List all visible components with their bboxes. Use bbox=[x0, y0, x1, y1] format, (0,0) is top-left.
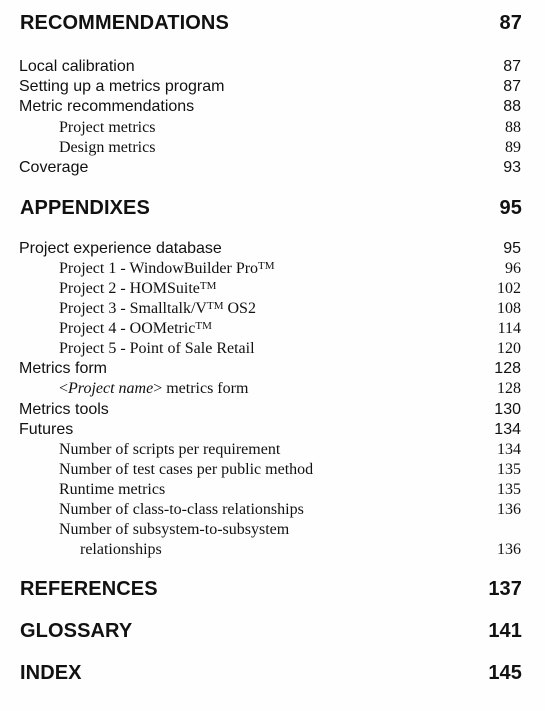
toc-entry-class-relationships[interactable] bbox=[0, 501, 545, 523]
heading-title: REFERENCES bbox=[20, 578, 158, 600]
entry-title: Project 3 - Smalltalk/V bbox=[59, 300, 207, 317]
entry-page: 128 bbox=[494, 360, 521, 377]
toc-entry-local-calibration[interactable] bbox=[0, 58, 545, 80]
entry-title: Project 1 - WindowBuilder Pro bbox=[59, 260, 259, 277]
entry-title-suffix: > metrics form bbox=[153, 380, 249, 397]
toc-entry-setting-up[interactable] bbox=[0, 78, 545, 100]
entry-page: 87 bbox=[503, 78, 521, 95]
entry-title-wrap bbox=[59, 280, 216, 298]
entry-title: Design metrics bbox=[59, 139, 156, 156]
entry-title: Project 2 - HOMSuite bbox=[59, 280, 200, 297]
toc-entry-subsystem-relationships[interactable] bbox=[0, 521, 545, 543]
toc-entry-project-name-form[interactable] bbox=[0, 380, 545, 402]
entry-title-prefix: < bbox=[59, 380, 69, 397]
entry-page: 88 bbox=[505, 119, 521, 136]
entry-title: Number of scripts per requirement bbox=[59, 441, 281, 458]
heading-title: RECOMMENDATIONS bbox=[20, 12, 229, 34]
entry-page: 114 bbox=[497, 320, 521, 337]
toc-entry-metrics-tools[interactable] bbox=[0, 401, 545, 423]
toc-heading-references[interactable] bbox=[0, 578, 545, 600]
entry-title-italic: Project name bbox=[68, 380, 154, 397]
heading-title: GLOSSARY bbox=[20, 620, 133, 642]
toc-entry-coverage[interactable] bbox=[0, 159, 545, 181]
entry-page: 95 bbox=[503, 240, 521, 257]
toc-entry-metrics-form[interactable] bbox=[0, 360, 545, 382]
entry-page: 134 bbox=[497, 441, 521, 458]
toc-entry-test-cases[interactable] bbox=[0, 461, 545, 483]
entry-title: Project metrics bbox=[59, 119, 156, 136]
toc-entry-scripts-per-requirement[interactable] bbox=[0, 441, 545, 463]
trademark-mark: TM bbox=[258, 260, 275, 272]
entry-page: 88 bbox=[503, 98, 521, 115]
entry-page: 136 bbox=[497, 501, 521, 518]
entry-title: Number of subsystem-to-subsystem bbox=[59, 521, 290, 538]
entry-title: Project 5 - Point of Sale Retail bbox=[59, 340, 255, 357]
toc-entry-project1[interactable] bbox=[0, 260, 545, 282]
entry-page: 93 bbox=[503, 159, 521, 176]
entry-page: 135 bbox=[497, 461, 521, 478]
entry-title: Metrics form bbox=[19, 360, 107, 377]
trademark-mark: TM bbox=[206, 300, 224, 312]
heading-title: INDEX bbox=[20, 662, 82, 684]
toc-entry-project-db[interactable] bbox=[0, 240, 545, 262]
heading-page: 87 bbox=[499, 12, 522, 34]
entry-page: 102 bbox=[497, 280, 521, 297]
entry-title-suffix: OS2 bbox=[223, 300, 256, 317]
toc-entry-project5[interactable] bbox=[0, 340, 545, 362]
entry-title-wrap bbox=[59, 300, 256, 318]
entry-title: Metric recommendations bbox=[19, 98, 195, 115]
entry-title: Runtime metrics bbox=[59, 481, 166, 498]
toc-heading-glossary[interactable] bbox=[0, 620, 545, 642]
toc-entry-project3[interactable] bbox=[0, 300, 545, 322]
entry-title: Number of test cases per public method bbox=[59, 461, 314, 478]
heading-page: 137 bbox=[488, 578, 522, 600]
entry-page: 96 bbox=[505, 260, 521, 277]
entry-page: 135 bbox=[497, 481, 521, 498]
entry-title: Number of class-to-class relationships bbox=[59, 501, 304, 518]
entry-page: 89 bbox=[505, 139, 521, 156]
toc-entry-design-metrics[interactable] bbox=[0, 139, 545, 161]
heading-page: 145 bbox=[488, 662, 522, 684]
entry-title: Futures bbox=[19, 421, 74, 438]
entry-title-cont: relationships bbox=[80, 541, 162, 558]
toc-entry-project-metrics[interactable] bbox=[0, 119, 545, 141]
entry-title-wrap bbox=[59, 380, 248, 398]
entry-title: Local calibration bbox=[19, 58, 135, 75]
toc-entry-subsystem-relationships-cont[interactable] bbox=[0, 541, 545, 563]
toc-entry-project4[interactable] bbox=[0, 320, 545, 342]
heading-page: 141 bbox=[488, 620, 522, 642]
entry-page: 136 bbox=[497, 541, 521, 558]
entry-title: Coverage bbox=[19, 159, 89, 176]
toc-heading-appendixes[interactable] bbox=[0, 197, 545, 219]
entry-page: 128 bbox=[497, 380, 521, 397]
entry-title: Metrics tools bbox=[19, 401, 109, 418]
entry-page: 130 bbox=[494, 401, 521, 418]
heading-title: APPENDIXES bbox=[20, 197, 150, 219]
trademark-mark: TM bbox=[195, 320, 212, 332]
entry-page: 120 bbox=[497, 340, 521, 357]
toc-entry-project2[interactable] bbox=[0, 280, 545, 302]
entry-title-wrap bbox=[59, 260, 275, 278]
toc-entry-metric-recommendations[interactable] bbox=[0, 98, 545, 120]
toc-entry-runtime-metrics[interactable] bbox=[0, 481, 545, 503]
entry-page: 108 bbox=[497, 300, 521, 317]
entry-title-wrap bbox=[59, 320, 212, 338]
toc-heading-recommendations[interactable] bbox=[0, 12, 545, 34]
toc-entry-futures[interactable] bbox=[0, 421, 545, 443]
entry-title: Project experience database bbox=[19, 240, 222, 257]
entry-title: Project 4 - OOMetric bbox=[59, 320, 196, 337]
heading-page: 95 bbox=[499, 197, 522, 219]
entry-title: Setting up a metrics program bbox=[19, 78, 225, 95]
entry-page: 87 bbox=[503, 58, 521, 75]
trademark-mark: TM bbox=[199, 280, 217, 292]
toc-heading-index[interactable] bbox=[0, 662, 545, 684]
entry-page: 134 bbox=[494, 421, 521, 438]
